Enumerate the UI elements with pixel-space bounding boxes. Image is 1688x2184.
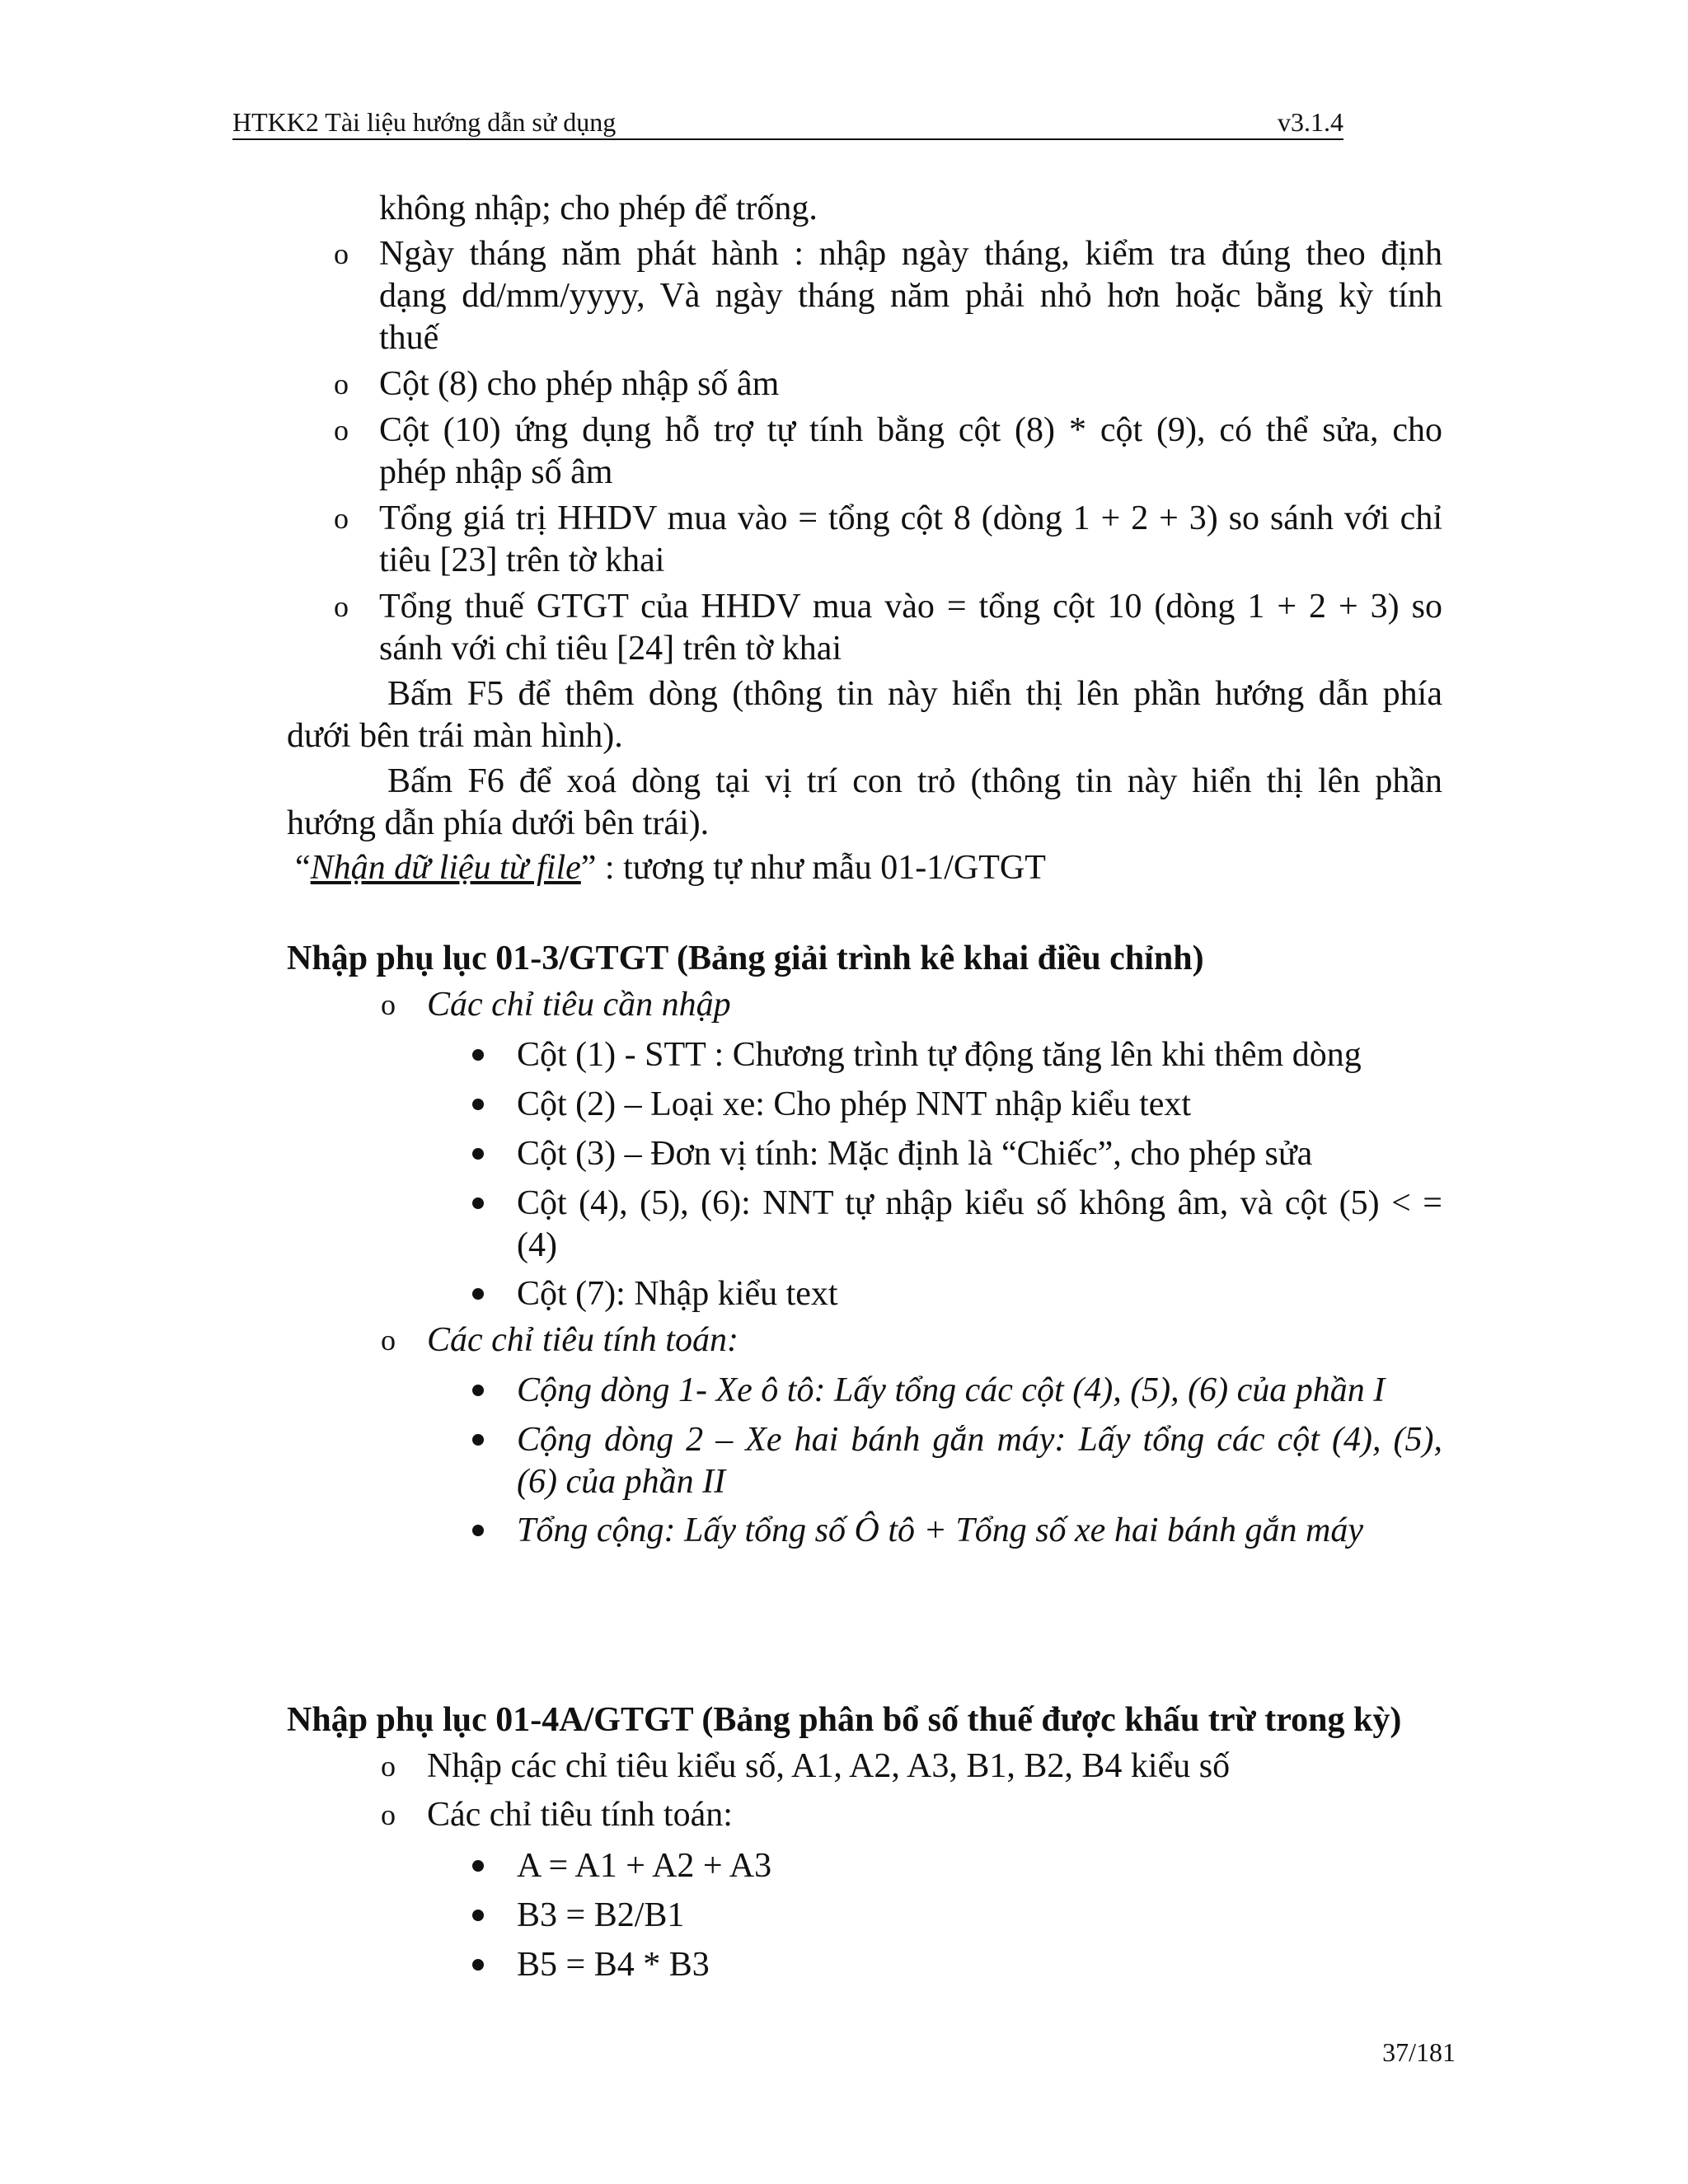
bullet-icon <box>472 1860 484 1872</box>
bullet-icon <box>472 1434 484 1446</box>
f6-instruction: Bấm F6 để xoá dòng tại vị trí con trỏ (thông tin này hiển thị lên phần <box>387 762 1442 800</box>
bullet-icon <box>472 1197 484 1209</box>
bullet-icon <box>472 1049 484 1061</box>
list-item-line: sánh với chỉ tiêu [24] trên tờ khai <box>379 630 842 668</box>
list-item: Cột (2) – Loại xe: Cho phép NNT nhập kiểu text <box>517 1085 1192 1123</box>
section-heading: Nhập phụ lục 01-4A/GTGT (Bảng phân bổ số thuế được khấu trừ trong kỳ) <box>287 1701 1402 1739</box>
list-item-cont: (4) <box>517 1226 557 1264</box>
list-item-cont: (6) của phần II <box>517 1463 726 1501</box>
circle-bullet-icon: o <box>334 590 349 623</box>
list-item: Cột (4), (5), (6): NNT tự nhập kiểu số không âm, và cột (5) < = <box>517 1184 1442 1222</box>
list-item-line: Ngày tháng năm phát hành : nhập ngày tháng, kiểm tra đúng theo định <box>379 235 1442 273</box>
list-item-line: phép nhập số âm <box>379 453 613 491</box>
circle-bullet-icon: o <box>381 1324 396 1357</box>
list-item: Cộng dòng 2 – Xe hai bánh gắn máy: Lấy tổng các cột (4), (5), <box>517 1421 1442 1459</box>
list-item-line: Tổng giá trị HHDV mua vào = tổng cột 8 (dòng 1 + 2 + 3) so sánh với chỉ <box>379 499 1442 537</box>
bullet-icon <box>472 1288 484 1300</box>
import-note <box>295 847 1046 888</box>
bullet-icon <box>472 1385 484 1396</box>
list-item: Tổng cộng: Lấy tổng số Ô tô + Tổng số xe hai bánh gắn máy <box>517 1511 1363 1549</box>
list-item-line: Cột (8) cho phép nhập số âm <box>379 365 780 403</box>
list-item: Cột (1) - STT : Chương trình tự động tăng lên khi thêm dòng <box>517 1036 1362 1074</box>
header-version: v3.1.4 <box>1278 107 1343 137</box>
list-item-line: Tổng thuế GTGT của HHDV mua vào = tổng cột 10 (dòng 1 + 2 + 3) so <box>379 588 1442 626</box>
bullet-icon <box>472 1959 484 1971</box>
page-header <box>232 105 1343 140</box>
continuation-text: không nhập; cho phép để trống. <box>379 190 818 227</box>
circle-bullet-icon: o <box>334 414 349 447</box>
bullet-icon <box>472 1910 484 1921</box>
circle-bullet-icon: o <box>334 368 349 401</box>
section-heading: Nhập phụ lục 01-3/GTGT (Bảng giải trình kê khai điều chỉnh) <box>287 940 1204 977</box>
subsection-item: Nhập các chỉ tiêu kiểu số, A1, A2, A3, B1, B2, B4 kiểu số <box>427 1747 1231 1785</box>
bullet-icon <box>472 1148 484 1160</box>
list-item: Cộng dòng 1- Xe ô tô: Lấy tổng các cột (4), (5), (6) của phần I <box>517 1371 1386 1409</box>
formula-item: B3 = B2/B1 <box>517 1896 685 1934</box>
circle-bullet-icon: o <box>381 1750 396 1783</box>
f6-instruction-cont: hướng dẫn phía dưới bên trái). <box>287 804 710 842</box>
circle-bullet-icon: o <box>334 502 349 535</box>
formula-item: A = A1 + A2 + A3 <box>517 1847 772 1885</box>
circle-bullet-icon: o <box>381 988 396 1021</box>
header-title: HTKK2 Tài liệu hướng dẫn sử dụng <box>232 107 617 137</box>
f5-instruction-cont: dưới bên trái màn hình). <box>287 717 623 755</box>
formula-item: B5 = B4 * B3 <box>517 1946 710 1984</box>
list-item: Cột (3) – Đơn vị tính: Mặc định là “Chiếc”, cho phép sửa <box>517 1135 1313 1173</box>
bullet-icon <box>472 1525 484 1536</box>
list-item: Cột (7): Nhập kiểu text <box>517 1275 838 1313</box>
import-note-rest: ” : tương tự như mẫu 01-1/GTGT <box>580 849 1046 887</box>
subsection-title: Các chỉ tiêu tính toán: <box>427 1321 738 1359</box>
f5-instruction: Bấm F5 để thêm dòng (thông tin này hiển thị lên phần hướng dẫn phía <box>387 675 1442 713</box>
list-item-line: dạng dd/mm/yyyy, Và ngày tháng năm phải nhỏ hơn hoặc bằng kỳ tính <box>379 277 1442 315</box>
list-item-line: thuế <box>379 319 439 357</box>
import-link[interactable]: Nhận dữ liệu từ file <box>310 849 581 887</box>
open-quote: “ <box>295 849 311 887</box>
page-number: 37/181 <box>1382 2037 1456 2067</box>
bullet-icon <box>472 1099 484 1110</box>
list-item-line: tiêu [23] trên tờ khai <box>379 541 665 579</box>
circle-bullet-icon: o <box>334 237 349 270</box>
subsection-title: Các chỉ tiêu cần nhập <box>427 986 731 1024</box>
circle-bullet-icon: o <box>381 1798 396 1831</box>
subsection-title: Các chỉ tiêu tính toán: <box>427 1796 733 1834</box>
list-item-line: Cột (10) ứng dụng hỗ trợ tự tính bằng cột (8) * cột (9), có thể sửa, cho <box>379 411 1442 449</box>
